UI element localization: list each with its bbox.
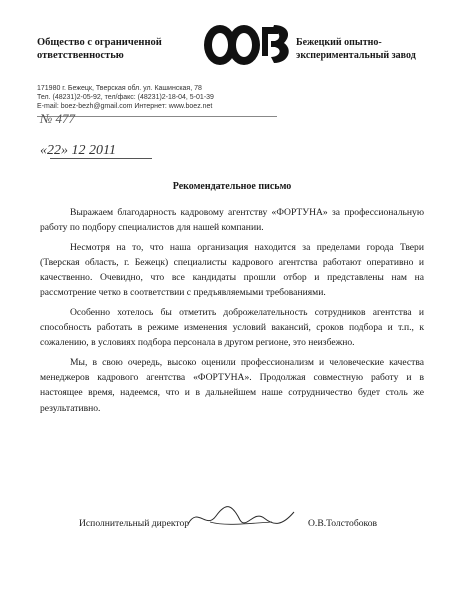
paragraph-4: Мы, в свою очередь, высоко оценили профессионализм и человеческие качества менеджеров кадрового агентства «ФОРТУНА». Продолжая совместную работу и в настоящее время, надеемся, что и в дальнейшем наше сотрудничество будет столь же результативно. bbox=[40, 356, 424, 414]
signature-scribble bbox=[180, 500, 300, 534]
paragraph-2: Несмотря на то, что наша организация находится за пределами города Твери (Тверская область, г. Бежецк) специалисты кадрового агентства работают оперативно и качественно. Очевидно, что все кандидаты прошли отбор и представлены нам на рассмотрение четко в соответствии с предъявляемыми требованиями. bbox=[40, 241, 424, 299]
letter-title: Рекомендательное письмо bbox=[172, 181, 292, 192]
organization-name-line-1: Общество с ограниченной bbox=[37, 37, 162, 48]
address-block bbox=[37, 84, 214, 111]
plant-name-line-1: Бежецкий опытно- bbox=[296, 37, 382, 48]
company-logo-graphic bbox=[200, 13, 295, 75]
phone-line: Тел. (48231)2-05-92, тел/факс: (48231)2-18-04, 5-01-39 bbox=[37, 94, 214, 101]
organization-name bbox=[37, 36, 197, 62]
paragraph-3: Особенно хотелось бы отметить доброжелательность сотрудников агентства и способность работать в режиме изменения условий вакансий, сроков подбора и т.п., к сожалению, в условиях подбора персонала в другом регионе, это неизбежно. bbox=[40, 306, 424, 349]
plant-name-line-2: экспериментальный завод bbox=[296, 50, 416, 61]
organization-name-line-2: ответственностью bbox=[37, 50, 124, 61]
letter-date: «22» 12 2011 bbox=[40, 143, 116, 158]
company-logo bbox=[200, 13, 295, 75]
email-line: E-mail: boez-bezh@gmail.com Интернет: www.boez.net bbox=[37, 103, 213, 110]
document-number: № 477 bbox=[40, 111, 76, 126]
address-line: 171980 г. Бежецк, Тверская обл. ул. Кашинская, 78 bbox=[37, 85, 202, 92]
letter-body bbox=[40, 205, 424, 420]
date-underline bbox=[50, 158, 152, 159]
plant-name bbox=[296, 36, 456, 62]
handwritten-signature bbox=[180, 500, 300, 534]
paragraph-1: Выражаем благодарность кадровому агентству «ФОРТУНА» за профессиональную работу по подбору специалистов для нашей компании. bbox=[40, 207, 424, 234]
signer-name: О.В.Толстобоков bbox=[308, 518, 378, 529]
signer-role: Исполнительный директор bbox=[79, 518, 190, 529]
